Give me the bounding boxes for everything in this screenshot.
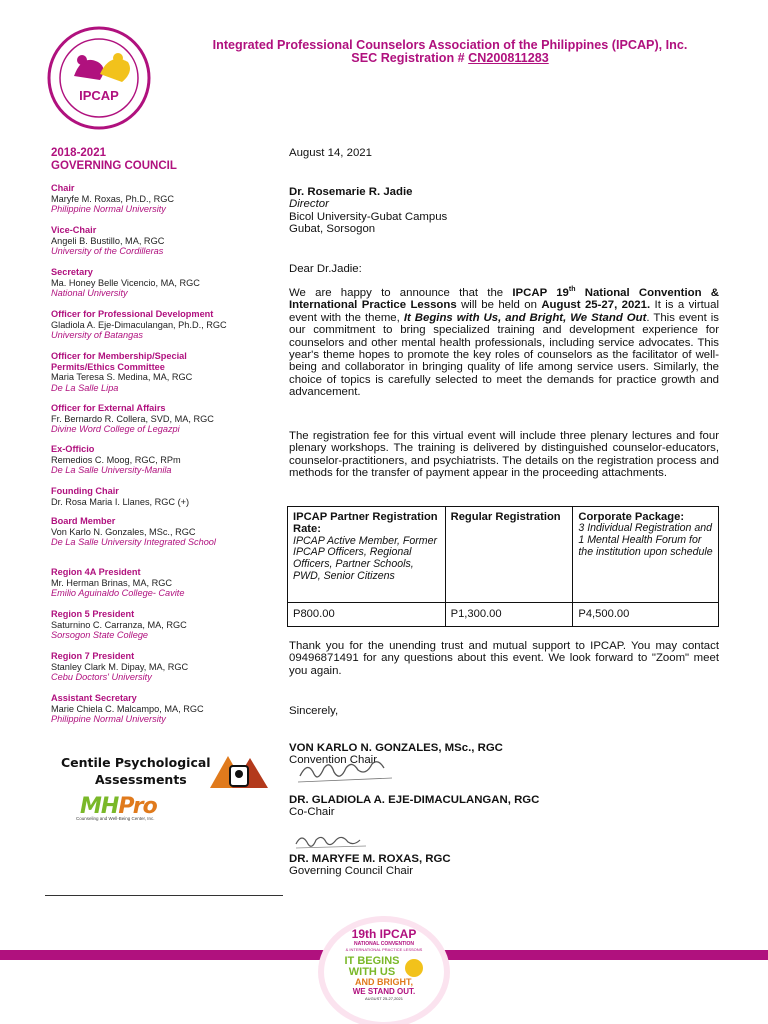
corporate-package-description: 3 Individual Registration and 1 Mental Health Forum for the institution upon schedule — [578, 522, 713, 558]
mhpro-pro: Pro — [118, 794, 157, 819]
recipient-block — [289, 186, 447, 236]
signatory-1-name: VON KARLO N. GONZALES, MSc., RGC — [289, 742, 503, 754]
officer-title: Officer for External Affairs — [51, 403, 166, 413]
signatory-1-role: Convention Chair — [289, 754, 378, 767]
recipient-address: Gubat, Sorsogon — [289, 223, 376, 236]
recipient-name: Dr. Rosemarie R. Jadie — [289, 186, 413, 198]
p1-event-title: National Convention & International Practice Lessons — [289, 287, 719, 312]
corporate-package-cell — [573, 507, 719, 603]
announcement-paragraph — [289, 287, 719, 399]
fee-table-header-row — [288, 507, 719, 603]
officer-title: Region 4A President — [51, 567, 141, 577]
partner-rate-description: IPCAP Active Member, Former IPCAP Officers, Regional Officers, Partner Schools, PWD, Senior Citizens — [293, 534, 438, 582]
p1-text-d: will be held on — [456, 299, 542, 312]
officer-title: Board Member — [51, 516, 116, 526]
officer-affiliation: De La Salle University-Manila — [51, 465, 172, 476]
officer-name: Angeli B. Bustillo, MA, RGC — [51, 235, 165, 246]
council-term: 2018-2021 — [51, 147, 106, 159]
recipient-org: Bicol University-Gubat Campus — [289, 210, 448, 223]
officer-affiliation: University of the Cordilleras — [51, 246, 164, 257]
officer-entry — [51, 267, 281, 299]
convention-logo-line6: AND BRIGHT, — [355, 977, 413, 987]
sidebar-divider — [45, 895, 283, 896]
signatory-3 — [289, 853, 451, 878]
signature-1-icon — [296, 756, 396, 786]
officer-title-cont: Permits/Ethics Committee — [51, 361, 165, 372]
logo-year: 2006 — [92, 121, 106, 127]
officer-affiliation: Cebu Doctors' University — [51, 672, 152, 683]
officer-affiliation: University of Batangas — [51, 330, 143, 341]
officer-title: Assistant Secretary — [51, 693, 137, 703]
officer-name: Maria Teresa S. Medina, MA, RGC — [51, 372, 193, 383]
officer-title: Ex-Officio — [51, 444, 95, 454]
centile-logo — [61, 754, 211, 788]
regular-rate-cell — [445, 507, 573, 603]
p1-theme: It Begins with Us, and Bright, We Stand Out — [403, 311, 647, 324]
mhpro-subtitle: Counseling and Well-Being Center, Inc. — [76, 816, 155, 821]
closing: Sincerely, — [289, 705, 339, 717]
council-heading: GOVERNING COUNCIL — [51, 160, 177, 172]
centile-emblem-icon — [208, 752, 270, 790]
convention-logo-line8: AUGUST 25-27,2021 — [365, 996, 403, 1001]
officer-name: Ma. Honey Belle Vicencio, MA, RGC — [51, 277, 200, 288]
officer-name: Maryfe M. Roxas, Ph.D., RGC — [51, 193, 175, 204]
salutation: Dear Dr.Jadie: — [289, 263, 362, 275]
officer-entry — [51, 351, 281, 393]
ipcap-logo — [30, 26, 168, 131]
officer-name: Marie Chiela C. Malcampo, MA, RGC — [51, 703, 204, 714]
signatory-2 — [289, 794, 539, 819]
sec-registration — [150, 51, 750, 65]
officer-entry — [51, 486, 281, 507]
p1-text-a: We are happy to announce that the — [289, 287, 513, 299]
corporate-price: P4,500.00 — [573, 603, 719, 627]
officer-title: Region 5 President — [51, 609, 135, 619]
thank-you-paragraph: Thank you for the unending trust and mutual support to IPCAP. You may contact 09496871491 for any questions about this event. We look forward to "Zoom" meet you again. — [289, 640, 719, 677]
recipient-title: Director — [289, 198, 329, 211]
partner-rate-cell — [288, 507, 446, 603]
p1-text-f: It is a virtual event with the theme, — [289, 299, 719, 324]
signatory-3-role: Governing Council Chair — [289, 865, 414, 878]
officer-affiliation: Divine Word College of Legazpi — [51, 424, 180, 435]
centile-line1: Centile Psychological — [61, 755, 211, 770]
officer-title: Secretary — [51, 267, 93, 277]
fee-table-price-row — [288, 603, 719, 627]
convention-logo-line3: & INTERNATIONAL PRACTICE LESSONS — [345, 947, 423, 952]
officer-affiliation: Sorsogon State College — [51, 630, 149, 641]
registration-fee-table — [287, 506, 719, 627]
convention-logo-line5: WITH US — [348, 966, 396, 978]
convention-logo-line2: NATIONAL CONVENTION — [353, 941, 415, 947]
officer-entry — [51, 651, 281, 683]
officer-affiliation: National University — [51, 288, 128, 299]
signatory-2-role: Co-Chair — [289, 806, 335, 819]
officer-entry — [51, 183, 281, 215]
regular-price: P1,300.00 — [445, 603, 573, 627]
officer-name: Von Karlo N. Gonzales, MSc., RGC — [51, 526, 196, 537]
signature-2-icon — [292, 830, 372, 852]
p1-ordinal: th — [568, 286, 576, 294]
officer-name: Gladiola A. Eje-Dimaculangan, Ph.D., RGC — [51, 319, 227, 330]
p1-text-h: . This event is our commitment to bring specialized training and development experience for counselors and other mental health professionals, including service advocates. This year's theme hopes to promote the key roles of counselors as the facilitator of well-being and collaborator in bringing quality of life among service users. Similarly, the choice of topics is carefully selected to meet the demands for practice growth and advancement. — [289, 311, 719, 399]
officer-entry — [51, 693, 281, 725]
officer-entry — [51, 309, 281, 341]
registration-paragraph: The registration fee for this virtual event will include three plenary lectures and four plenary workshops. The training is delivered by distinguished counselor-educators, counselor-practitioners, and psychiatrists. The details on the registration process and methods for the transfer of payment appear in the proceeding attachments. — [289, 430, 719, 480]
officer-affiliation: Philippine Normal University — [51, 714, 166, 725]
mhpro-mh: MH — [80, 794, 119, 819]
officer-affiliation: Philippine Normal University — [51, 204, 166, 215]
officer-title: Vice-Chair — [51, 225, 97, 235]
officer-entry — [51, 225, 281, 257]
organization-name: Integrated Professional Counselors Association of the Philippines (IPCAP), Inc. — [212, 38, 688, 52]
officer-title: Chair — [51, 183, 75, 193]
centile-line2: Assessments — [95, 772, 187, 787]
officer-name: Mr. Herman Brinas, MA, RGC — [51, 577, 172, 588]
signatory-3-name: DR. MARYFE M. ROXAS, RGC — [289, 853, 451, 865]
officer-name: Saturnino C. Carranza, MA, RGC — [51, 619, 187, 630]
partner-rate-heading: IPCAP Partner Registration Rate: — [293, 511, 438, 536]
convention-logo — [314, 912, 454, 1024]
corporate-package-heading: Corporate Package: — [578, 511, 685, 523]
logo-wordmark: IPCAP — [79, 88, 119, 103]
p1-event-date: August 25-27, 2021. — [541, 299, 651, 312]
officer-entry — [51, 444, 281, 476]
officer-title: Founding Chair — [51, 486, 119, 496]
officer-affiliation: De La Salle Lipa — [51, 382, 119, 393]
officer-title: Officer for Professional Development — [51, 309, 214, 319]
officer-affiliation: Emilio Aguinaldo College- Cavite — [51, 588, 185, 599]
convention-logo-line7: WE STAND OUT. — [352, 987, 416, 996]
officer-title: Region 7 President — [51, 651, 135, 661]
officer-entry — [51, 403, 281, 435]
sec-number-link[interactable]: CN200811283 — [468, 51, 549, 65]
officer-name: Stanley Clark M. Dipay, MA, RGC — [51, 661, 189, 672]
p1-event-name: IPCAP 19 — [512, 287, 569, 299]
officer-title: Officer for Membership/Special — [51, 351, 187, 361]
convention-logo-line4: IT BEGINS — [344, 955, 400, 967]
officer-entry — [51, 516, 281, 548]
letter-date: August 14, 2021 — [289, 147, 372, 159]
signatory-2-name: DR. GLADIOLA A. EJE-DIMACULANGAN, RGC — [289, 794, 540, 806]
officer-entry — [51, 609, 281, 641]
sec-label: SEC Registration # — [351, 51, 469, 65]
regular-rate-heading: Regular Registration — [450, 511, 561, 523]
officer-entry — [51, 567, 281, 599]
convention-logo-title: 19th IPCAP — [351, 927, 417, 941]
sponsor-logos — [56, 750, 276, 830]
officer-name: Dr. Rosa Maria I. Llanes, RGC (+) — [51, 496, 190, 507]
officer-affiliation: De La Salle University Integrated School — [51, 537, 216, 548]
officer-name: Remedios C. Moog, RGC, RPm — [51, 454, 181, 465]
officer-name: Fr. Bernardo R. Collera, SVD, MA, RGC — [51, 413, 214, 424]
partner-price: P800.00 — [288, 603, 446, 627]
